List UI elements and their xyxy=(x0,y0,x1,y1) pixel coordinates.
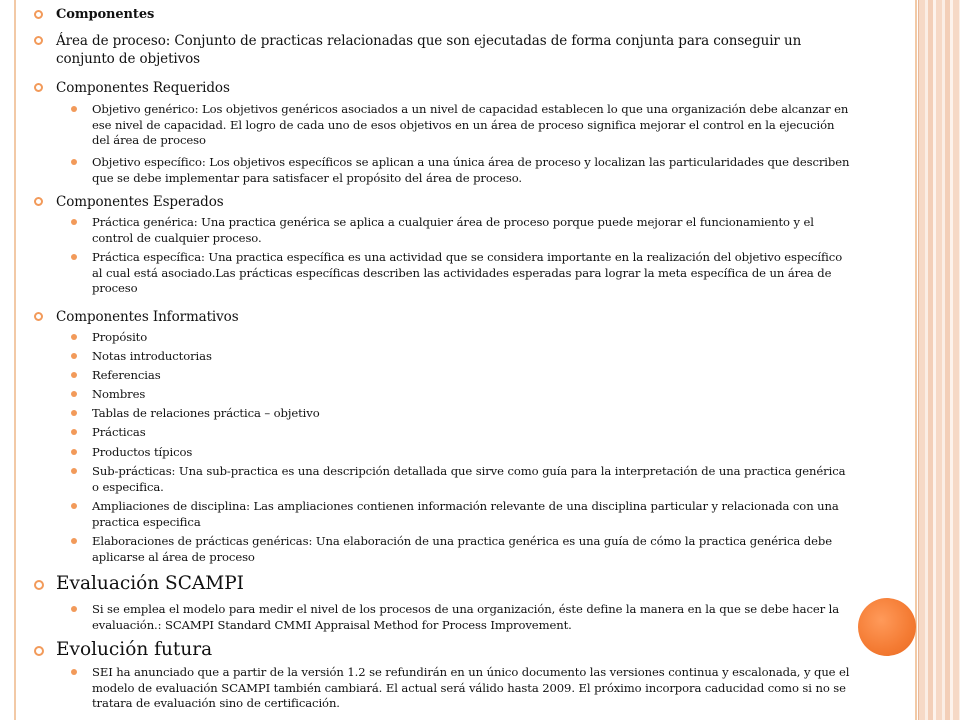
bullet-item xyxy=(34,155,852,186)
bullet-item xyxy=(34,6,852,24)
bullet-item xyxy=(34,349,852,365)
bullet-text: Notas introductorias xyxy=(92,349,212,363)
bullet-text: Área de proceso: Conjunto de practicas relacionadas que son ejecutadas de forma conjunta para conseguir un conjunto de objetivos xyxy=(56,33,802,67)
bullet-text: Componentes Esperados xyxy=(56,194,224,210)
bullet-item xyxy=(34,79,852,97)
bullet-item xyxy=(34,215,852,246)
bullet-icon xyxy=(71,503,77,509)
bullet-icon xyxy=(71,410,77,416)
bullet-icon xyxy=(71,606,77,612)
bullet-icon xyxy=(71,353,77,359)
bullet-icon xyxy=(71,106,77,112)
bullet-text: Componentes Requeridos xyxy=(56,80,230,96)
bullet-icon xyxy=(34,10,43,19)
bullet-item xyxy=(34,250,852,297)
bullet-item xyxy=(34,638,852,662)
orange-circle-decoration xyxy=(858,598,916,656)
bullet-icon xyxy=(71,449,77,455)
bullet-item xyxy=(34,368,852,384)
bullet-text: Referencias xyxy=(92,368,161,382)
bullet-item xyxy=(34,406,852,422)
bullet-text: SEI ha anunciado que a partir de la versión 1.2 se refundirán en un único documento las versiones continua y escalonada, y que el modelo de evaluación SCAMPI también cambiará. El actual será válido hasta 2009. El próximo incorpora caducidad como si no se tratara de evaluación sino de certificación. xyxy=(92,665,850,710)
bullet-icon xyxy=(71,538,77,544)
decorative-stripes xyxy=(918,0,960,720)
bullet-item xyxy=(34,102,852,149)
bullet-icon xyxy=(34,197,43,206)
bullet-item xyxy=(34,425,852,441)
bullet-icon xyxy=(34,646,44,656)
bullet-text: Propósito xyxy=(92,330,148,344)
bullet-text: Sub-prácticas: Una sub-practica es una descripción detallada que sirve como guía para la interpretación de una practica genérica o especifica. xyxy=(92,464,846,494)
bullet-item xyxy=(34,534,852,565)
bullet-icon xyxy=(34,83,43,92)
bullet-icon xyxy=(71,159,77,165)
bullet-icon xyxy=(71,669,77,675)
bullet-item xyxy=(34,308,852,326)
bullet-text: Si se emplea el modelo para medir el nivel de los procesos de una organización, éste define la manera en la que se debe hacer la evaluación.: SCAMPI Standard CMMI Appraisal Method for Process Improvement. xyxy=(92,602,840,632)
bullet-item xyxy=(34,602,852,633)
bullet-item xyxy=(34,665,852,712)
bullet-text: Práctica específica: Una practica específica es una actividad que se considera importante en la realización del objetivo específico al cual está asociado.Las prácticas específicas describen las actividades esperadas para lograr la meta específica de un área de proceso xyxy=(92,250,843,295)
bullet-icon xyxy=(34,580,44,590)
bullet-text: Elaboraciones de prácticas genéricas: Una elaboración de una practica genérica es una guía de cómo la practica genérica debe aplicarse al área de proceso xyxy=(92,534,832,564)
bullet-icon xyxy=(71,334,77,340)
bullet-icon xyxy=(71,254,77,260)
bullet-item xyxy=(34,445,852,461)
bullet-icon xyxy=(71,219,77,225)
bullet-item xyxy=(34,387,852,403)
bullet-text: Evolución futura xyxy=(56,639,213,660)
bullet-text: Nombres xyxy=(92,387,146,401)
bullet-icon xyxy=(71,391,77,397)
bullet-icon xyxy=(71,429,77,435)
bullet-text: Objetivo específico: Los objetivos específicos se aplican a una única área de proceso y localizan las particularidades que describen que se debe implementar para satisfacer el propósito del área de proceso. xyxy=(92,155,850,185)
bullet-icon xyxy=(34,36,43,45)
bullet-text: Componentes Informativos xyxy=(56,309,239,325)
bullet-text: Prácticas xyxy=(92,425,146,439)
bullet-text: Ampliaciones de disciplina: Las ampliaciones contienen información relevante de una disciplina particular y relacionada con una practica especifica xyxy=(92,499,839,529)
bullet-icon xyxy=(71,372,77,378)
bullet-icon xyxy=(71,468,77,474)
bullet-icon xyxy=(34,312,43,321)
bullet-text: Productos típicos xyxy=(92,445,193,459)
bullet-text: Componentes xyxy=(56,7,155,22)
bullet-text: Tablas de relaciones práctica – objetivo xyxy=(92,406,320,420)
bullet-item xyxy=(34,193,852,211)
bullet-item xyxy=(34,32,852,68)
bullet-item xyxy=(34,464,852,495)
bullet-item xyxy=(34,499,852,530)
bullet-item xyxy=(34,572,852,596)
bullet-text: Evaluación SCAMPI xyxy=(56,573,244,594)
bullet-text: Práctica genérica: Una practica genérica se aplica a cualquier área de proceso porque puede mejorar el funcionamiento y el control de cualquier proceso. xyxy=(92,215,814,245)
bullet-text: Objetivo genérico: Los objetivos genéricos asociados a un nivel de capacidad establecen lo que una organización debe alcanzar en ese nivel de capacidad. El logro de cada uno de esos objetivos en un área de proceso significa mejorar el control en la ejecución del área de proceso xyxy=(92,102,849,147)
bullet-item xyxy=(34,330,852,346)
